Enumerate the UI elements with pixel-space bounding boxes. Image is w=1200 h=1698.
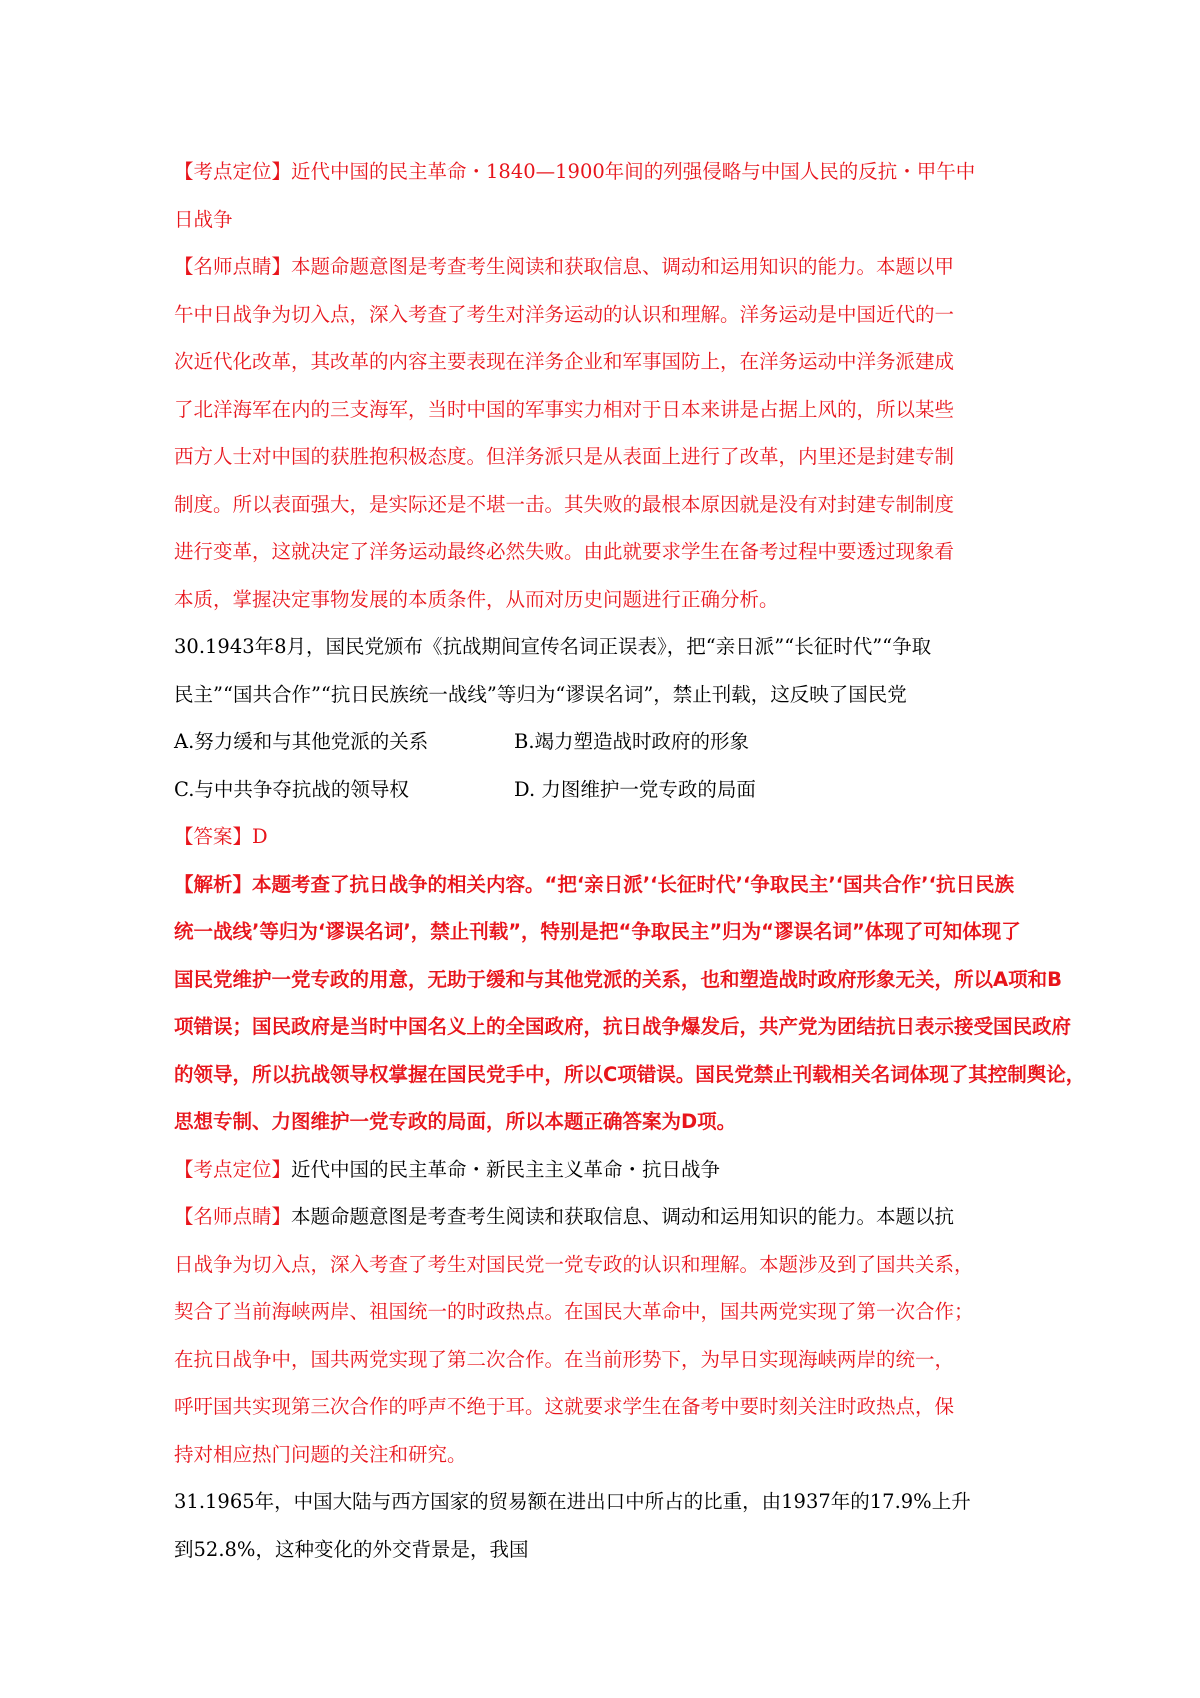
mingshi-tag: 【名师点睛】 <box>174 1205 292 1228</box>
jiexi-tag: 【解析】 <box>174 872 253 896</box>
kaodian-line-1 <box>174 148 1044 196</box>
q30-stem-line-1: 30.1943年8月，国民党颁布《抗战期间宣传名词正误表》，把“亲日派”“长征时代”“争取 <box>174 635 932 658</box>
mingshi-line: 了北洋海军在内的三支海军，当时中国的军事实力相对于日本来讲是占据上风的，所以某些 <box>174 397 955 421</box>
jiexi-line: 的领导，所以抗战领导权掌握在国民党手中，所以C项错误。国民党禁止刊载相关名词体现了其控制舆论， <box>174 1062 1086 1086</box>
mingshi-tag: 【名师点睛】 <box>174 255 292 278</box>
kaodian-line-2: 日战争 <box>174 207 233 231</box>
jiexi-text: 本题考查了抗日战争的相关内容。“把‘亲日派’‘长征时代’‘争取民主’‘国共合作’‘抗日民族 <box>252 872 1015 896</box>
jiexi-line: 项错误；国民政府是当时中国名义上的全国政府，抗日战争爆发后，共产党为团结抗日表示接受国民政府 <box>174 1015 1072 1038</box>
jiexi-line: 思想专制、力图维护一党专政的局面，所以本题正确答案为D项。 <box>174 1110 737 1133</box>
q30-options-row-2 <box>174 766 1044 814</box>
document-page <box>174 148 1086 1573</box>
q30-stem-line-2: 民主”“国共合作”“抗日民族统一战线”等归为“谬误名词”，禁止刊载，这反映了国民党 <box>174 682 907 706</box>
q30-options-row-1 <box>174 718 1044 766</box>
answer-tag: 【答案】 <box>174 825 253 848</box>
kaodian-text: 近代中国的民主革命・1840—1900年间的列强侵略与中国人民的反抗・甲午中 <box>291 160 976 183</box>
q30-kaodian-line <box>174 1146 1044 1194</box>
q30-answer-line <box>174 813 1044 861</box>
q31-stem-line-1: 31.1965年，中国大陆与西方国家的贸易额在进出口中所占的比重，由1937年的17.9%上升 <box>174 1490 971 1513</box>
q31-stem-line-2: 到52.8%，这种变化的外交背景是，我国 <box>174 1537 529 1561</box>
mingshi-line: 午中日战争为切入点，深入考查了考生对洋务运动的认识和理解。洋务运动是中国近代的一 <box>174 302 955 326</box>
mingshi-line: 次近代化改革，其改革的内容主要表现在洋务企业和军事国防上，在洋务运动中洋务派建成 <box>174 350 955 373</box>
q30-mingshi-line: 持对相应热门问题的关注和研究。 <box>174 1442 467 1466</box>
jiexi-line: 国民党维护一党专政的用意，无助于缓和与其他党派的关系，也和塑造战时政府形象无关，所以A项和B <box>174 967 1062 991</box>
q30-mingshi-line: 在抗日战争中，国共两党实现了第二次合作。在当前形势下，为早日实现海峡两岸的统一， <box>174 1347 955 1371</box>
q30-option-d: D. 力图维护一党专政的局面 <box>514 777 756 801</box>
mingshi-line: 本质，掌握决定事物发展的本质条件，从而对历史问题进行正确分析。 <box>174 587 779 611</box>
jiexi-line: 统一战线’等归为‘谬误名词’，禁止刊载”，特别是把“争取民主”归为“谬误名词”体现了可知体现了 <box>174 920 1021 943</box>
jiexi-line-1 <box>174 861 1044 909</box>
q30-option-c: C.与中共争夺抗战的领导权 <box>174 777 409 801</box>
answer-value: D <box>252 825 268 848</box>
mingshi-line: 制度。所以表面强大，是实际还是不堪一击。其失败的最根本原因就是没有对封建专制制度 <box>174 492 955 516</box>
q30-option-a: A.努力缓和与其他党派的关系 <box>174 730 429 753</box>
kaodian-tag: 【考点定位】 <box>174 160 292 183</box>
mingshi-line-1 <box>174 243 1044 291</box>
q30-mingshi-line: 呼吁国共实现第三次合作的呼声不绝于耳。这就要求学生在备考中要时刻关注时政热点，保 <box>174 1395 955 1418</box>
kaodian-tag: 【考点定位】 <box>174 1157 292 1181</box>
mingshi-line: 进行变革，这就决定了洋务运动最终必然失败。由此就要求学生在备考过程中要透过现象看 <box>174 540 955 563</box>
kaodian-text: 近代中国的民主革命・新民主主义革命・抗日战争 <box>291 1157 721 1181</box>
mingshi-text: 本题命题意图是考查考生阅读和获取信息、调动和运用知识的能力。本题以甲 <box>291 255 955 278</box>
q30-option-b: B.竭力塑造战时政府的形象 <box>514 730 750 753</box>
q30-mingshi-line: 契合了当前海峡两岸、祖国统一的时政热点。在国民大革命中，国共两党实现了第一次合作； <box>174 1300 974 1323</box>
mingshi-text: 本题命题意图是考查考生阅读和获取信息、调动和运用知识的能力。本题以抗 <box>291 1205 955 1228</box>
q30-mingshi-line-1 <box>174 1193 1044 1241</box>
q30-mingshi-line: 日战争为切入点，深入考查了考生对国民党一党专政的认识和理解。本题涉及到了国共关系， <box>174 1252 974 1276</box>
mingshi-line: 西方人士对中国的获胜抱积极态度。但洋务派只是从表面上进行了改革，内里还是封建专制 <box>174 445 955 468</box>
